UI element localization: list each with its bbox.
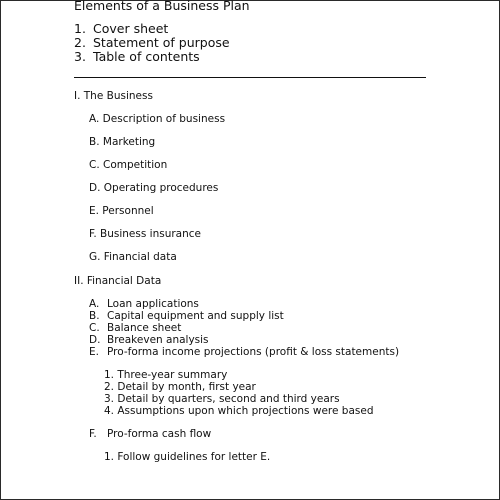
sub-list-item: 3. Detail by quarters, second and third years	[104, 393, 340, 405]
toc-number: 1.	[74, 21, 86, 36]
list-label: Pro-forma income projections (profit & loss statements)	[107, 346, 400, 358]
list-letter: E.	[89, 346, 99, 358]
list-letter: B.	[89, 310, 100, 322]
list-letter: D.	[89, 334, 101, 346]
sub-list-item: 1. Follow guidelines for letter E.	[104, 451, 271, 463]
list-item	[89, 346, 399, 358]
list-item: A. Description of business	[89, 113, 226, 125]
toc-label: Statement of purpose	[93, 35, 230, 50]
list-item	[89, 428, 211, 440]
list-item: B. Marketing	[89, 136, 156, 148]
list-label: Balance sheet	[107, 322, 182, 334]
list-label: Breakeven analysis	[107, 334, 209, 346]
list-item: C. Competition	[89, 159, 168, 171]
list-item: D. Operating procedures	[89, 182, 219, 194]
toc-item	[74, 21, 168, 36]
list-item	[89, 298, 199, 310]
sub-list-item: 2. Detail by month, first year	[104, 381, 256, 393]
list-item: F. Business insurance	[89, 228, 202, 240]
toc-number: 3.	[74, 49, 86, 64]
toc-number: 2.	[74, 35, 86, 50]
horizontal-rule	[74, 77, 426, 78]
list-letter: C.	[89, 322, 100, 334]
list-label: Capital equipment and supply list	[107, 310, 284, 322]
list-item: E. Personnel	[89, 205, 154, 217]
list-item	[89, 322, 181, 334]
sub-list-item: 1. Three-year summary	[104, 369, 228, 381]
list-label: Loan applications	[107, 298, 199, 310]
page-title: Elements of a Business Plan	[74, 0, 250, 13]
toc-item	[74, 35, 230, 50]
toc-label: Cover sheet	[93, 21, 169, 36]
list-label: Pro-forma cash flow	[107, 428, 212, 440]
toc-label: Table of contents	[93, 49, 200, 64]
list-item	[89, 310, 284, 322]
sub-list-item: 4. Assumptions upon which projections were based	[104, 405, 374, 417]
list-item	[89, 334, 209, 346]
list-letter: A.	[89, 298, 100, 310]
list-letter: F.	[89, 428, 97, 440]
toc-item	[74, 49, 200, 64]
list-item: G. Financial data	[89, 251, 177, 263]
section-heading: II. Financial Data	[74, 275, 162, 287]
section-heading: I. The Business	[74, 90, 153, 102]
